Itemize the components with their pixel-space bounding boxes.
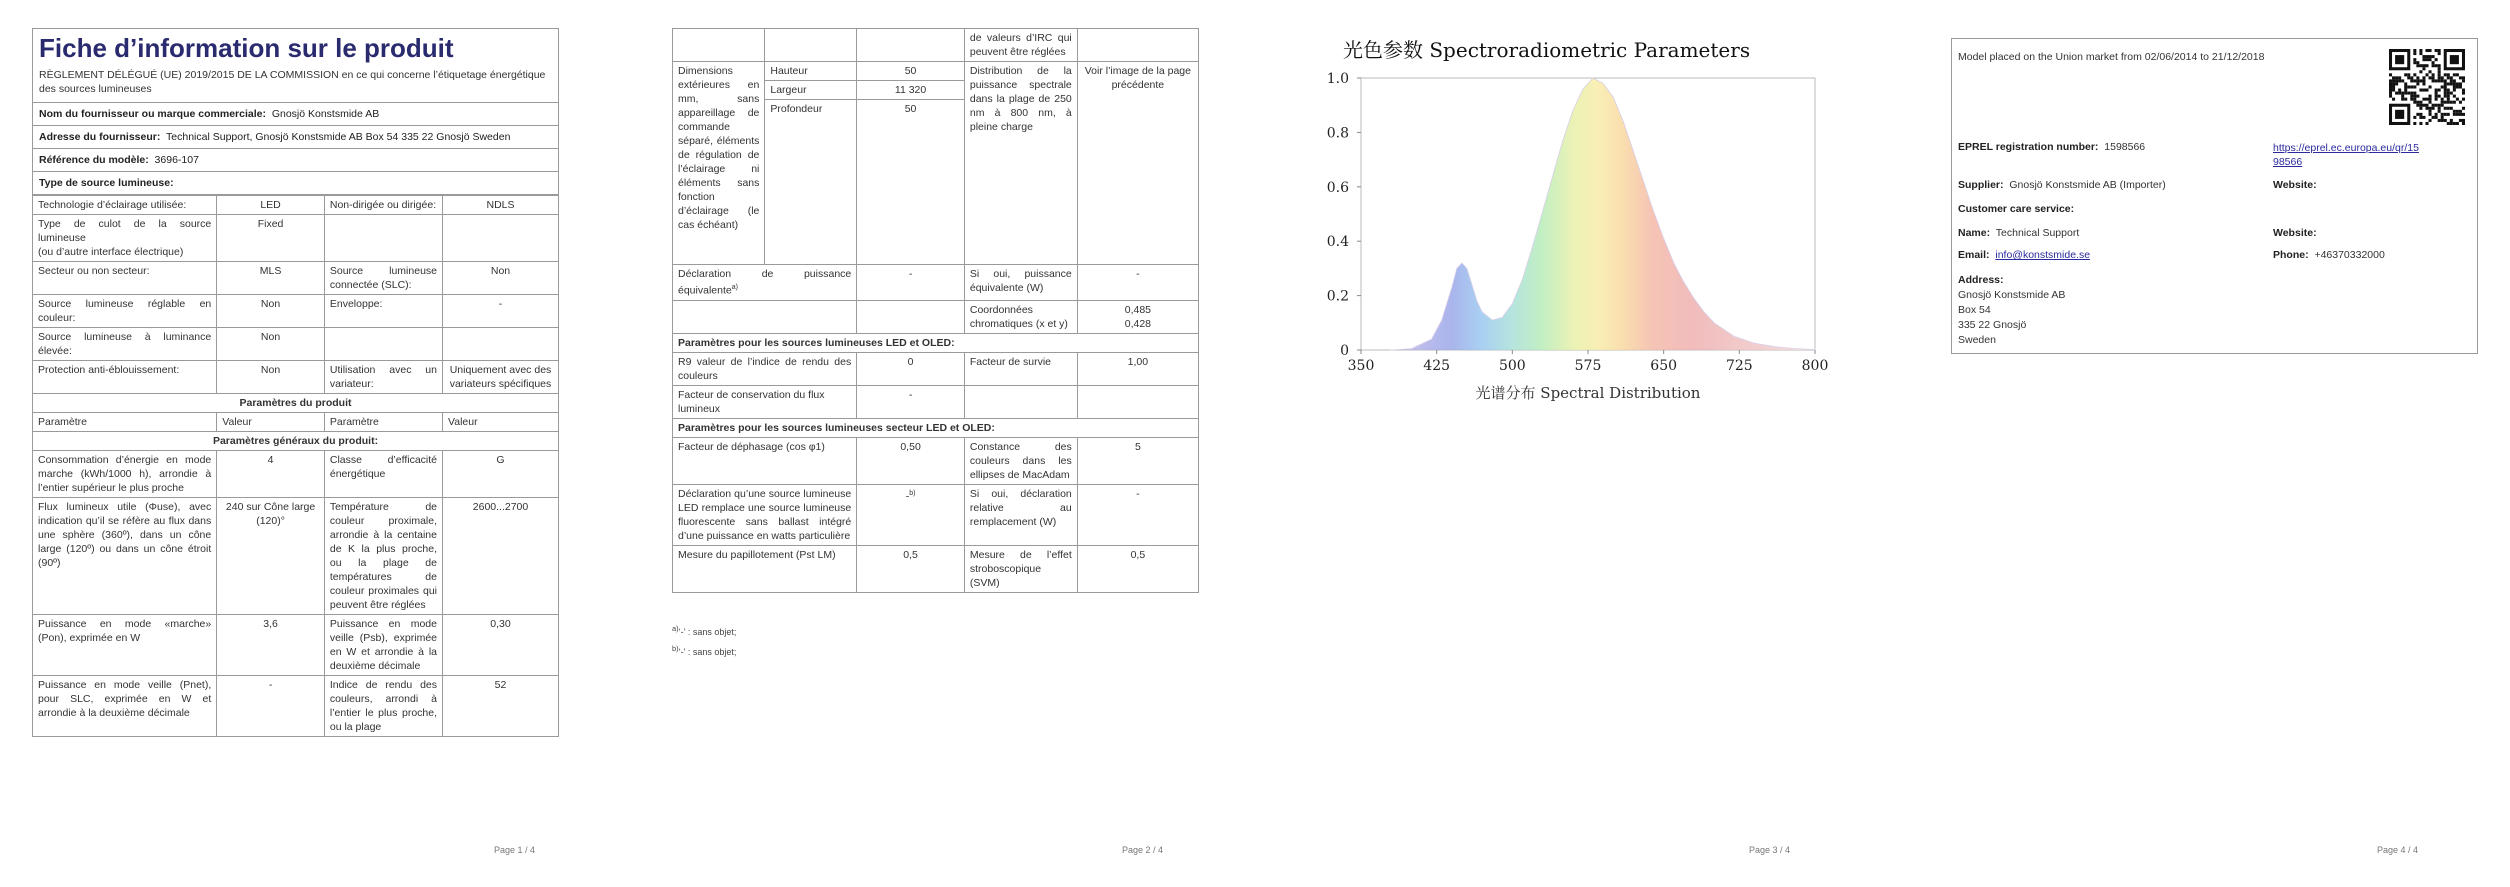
spectrum-point [1814,349,1815,350]
model-value: 3696-107 [154,154,199,166]
param-value: Non [217,295,325,328]
spectrum-point [1653,211,1654,212]
x-tick-label: 575 [1574,358,1602,374]
x-tick-label: 425 [1423,358,1451,374]
svm-value: 0,5 [1077,545,1198,592]
x-tick-label: 500 [1498,358,1526,374]
page-1 [0,0,627,887]
pst-label: Mesure du papillotement (Pst LM) [673,545,857,592]
phase-factor-value: 0,50 [857,437,965,484]
param-value: 4 [217,451,325,498]
param-value: Non [443,262,559,295]
spectrum-point [1603,83,1604,84]
spectrum-point [1774,346,1775,347]
col-header-param: Paramètre [33,413,217,432]
param-label: Type de culot de la source lumineuse (ou d’autre interface électrique) [33,215,217,262]
cri-range-cont: de valeurs d’IRC qui peuvent être réglées [964,29,1077,62]
supplier-value: Gnosjö Konstsmide AB [271,108,380,120]
chroma-value: 0,485 0,428 [1077,300,1198,333]
param-label: Source lumineuse réglable en couleur: [33,295,217,328]
spectrum-point [1532,246,1533,247]
param-label [324,328,442,361]
macadam-value: 5 [1077,437,1198,484]
spectrum-point [1794,348,1795,349]
supplier-label: Nom du fournisseur ou marque commerciale: [39,108,266,120]
param-label: Flux lumineux utile (Φuse), avec indication qu’il se réfère au flux dans une sphère (360º), dans un cône large (120º) ou dans un cône étroit (90º) [33,498,217,615]
x-tick-label: 350 [1347,358,1375,374]
spectrum-point [1552,175,1553,176]
flux-conservation-value: - [857,385,965,418]
spectrum-point [1512,303,1513,304]
survival-label: Facteur de survie [964,352,1077,385]
param-label: Puissance en mode «marche» (Pon), exprimée en W [33,615,217,676]
market-period: Model placed on the Union market from 02/06/2014 to 21/12/2018 [1958,51,2265,63]
dim-value: 50 [857,62,965,81]
pst-value: 0,5 [857,545,965,592]
param-label: Source lumineuse à luminance élevée: [33,328,217,361]
col-header-param: Paramètre [324,413,442,432]
light-source-type-table [33,195,558,737]
dimensions-label: Dimensions extérieures en mm, sans appareillage de commande séparé, éléments de régulation de l’éclairage ni éléments sans fonction d’éclairage (le cas échéant) [673,62,765,265]
r9-value: 0 [857,352,965,385]
regulation-text: RÈGLEMENT DÉLÉGUÉ (UE) 2019/2015 DE LA COMMISSION en ce qui concerne l’étiquetage énergétique des sources lumineuses [33,66,558,103]
phase-factor-label: Facteur de déphasage (cos φ1) [673,437,857,484]
param-value: - [443,295,559,328]
spectrum-point [1734,336,1735,337]
equiv-power-value: - [1077,265,1198,301]
spectrum-point [1431,339,1432,340]
replacement-label: Déclaration qu’une source lumineuse LED remplace une source lumineuse fluorescente sans ballast intégré d’une puissance en watts particulière [673,484,857,545]
spectrum-point [1703,311,1704,312]
param-value: 3,6 [217,615,325,676]
supplier-row [33,103,558,126]
param-label: Source lumineuse connectée (SLC): [324,262,442,295]
param-value: 0,30 [443,615,559,676]
spectrum-point [1391,349,1392,350]
page-number: Page 4 / 4 [2376,845,2418,855]
spectrum-point [1522,279,1523,280]
x-tick-label: 725 [1725,358,1753,374]
spectrum-point [1411,348,1412,349]
table-row [33,498,558,615]
supplier-row: Supplier: Gnosjö Konstsmide AB (Importer) [1958,179,2166,191]
param-value: G [443,451,559,498]
spectral-label: Distribution de la puissance spectrale dans la plage de 250 nm à 800 nm, à pleine charge [964,62,1077,265]
table-row [33,615,558,676]
equiv-value: - [857,265,965,301]
params-table-cont [673,28,1198,593]
care-address: Address: Gnosjö Konstsmide AB Box 54 335 22 Gnosjö Sweden [1958,274,2066,346]
param-label: Consommation d’énergie en mode marche (kWh/1000 h), arrondie à l’entier supérieur le plus proche [33,451,217,498]
spectral-distribution-chart [1315,66,1835,406]
spectrum-point [1461,262,1462,263]
address-label: Adresse du fournisseur: [39,131,161,143]
param-value: 240 sur Cône large (120)° [217,498,325,615]
spectrum-point [1466,268,1467,269]
spectrum-point [1572,110,1573,111]
model-label: Référence du modèle: [39,154,149,166]
spectrum-point [1673,262,1674,263]
table-row [33,676,558,737]
eprel-registration: EPREL registration number: 1598566 [1958,141,2146,153]
spectrum-point [1592,77,1593,78]
param-value: Non [217,361,325,394]
table-row [33,295,558,328]
equiv-label: Déclaration de puissance équivalente$^{a)}$ [673,265,857,301]
param-label: Enveloppe: [324,295,442,328]
param-value: LED [217,196,325,215]
spectrum-point [1663,238,1664,239]
param-value: Uniquement avec des variateurs spécifiques [443,361,559,394]
model-row [33,149,558,172]
page-3 [1255,0,1882,887]
care-phone-row: Phone: +46370332000 [2273,249,2385,261]
customer-care-label: Customer care service: [1958,203,2075,215]
page-number: Page 3 / 4 [1748,845,1790,855]
product-info-sheet-cont [672,28,1199,593]
spectrum-point [1613,96,1614,97]
y-tick-label: 0.2 [1326,288,1349,305]
spectrum-point [1456,268,1457,269]
r9-label: R9 valeur de l’indice de rendu des couleurs [673,352,857,385]
spectrum-point [1451,287,1452,288]
param-label [324,215,442,262]
spectrum-point [1643,181,1644,182]
param-label: Technologie d’éclairage utilisée: [33,196,217,215]
spectrum-point [1441,320,1442,321]
spectrum-point [1502,317,1503,318]
page-number: Page 2 / 4 [1121,845,1163,855]
footnote-a: $^{a)}$‘-’ : sans objet; [672,624,737,637]
address-value: Technical Support, Gnosjö Konstsmide AB Box 54 335 22 Gnosjö Sweden [166,131,511,143]
supplier-website-label: Website: [2273,179,2317,191]
dim-value: 11 320 [857,81,965,100]
x-axis-label: 光谱分布 Spectral Distribution [1475,384,1701,402]
y-tick-label: 0.4 [1326,234,1349,251]
eprel-info-box [1951,38,2478,354]
email-link[interactable]: info@konstsmide.se [1995,249,2091,261]
page-title: Fiche d’information sur le produit [39,33,454,63]
page-2 [628,0,1255,887]
spectrum-point [1714,322,1715,323]
spectrum-point [1683,281,1684,282]
dim-key: Profondeur [765,100,857,265]
table-row [33,196,558,215]
table-row [33,262,558,295]
spectrum-point [1482,311,1483,312]
address-row [33,126,558,149]
replacement-value: -$^{b)}$ [857,484,965,545]
x-tick-label: 800 [1801,358,1829,374]
param-value: Non [217,328,325,361]
param-value: Fixed [217,215,325,262]
spectrum-point [1693,298,1694,299]
table-row [33,451,558,498]
care-email-row: Email: info@konstsmide.se [1958,249,2091,261]
param-value: - [217,676,325,737]
replacement-power-label: Si oui, déclaration relative au remplacement (W) [964,484,1077,545]
table-row [33,361,558,394]
type-header: Type de source lumineuse: [33,172,558,195]
param-label: Température de couleur proximale, arrondie à la centaine de K la plus proche, ou la plage de températures de couleur proximales qui peuvent être réglées [324,498,442,615]
survival-value: 1,00 [1077,352,1198,385]
spectrum-point [1754,343,1755,344]
page-4 [1883,0,2510,887]
led-params-header: Paramètres pour les sources lumineuses LED et OLED: [673,333,1198,352]
footnote-b: $^{b)}$‘-’ : sans objet; [672,644,737,657]
spectrum-area [1391,78,1815,350]
param-value: NDLS [443,196,559,215]
x-tick-label: 650 [1650,358,1678,374]
spectral-value: Voir l’image de la page précédente [1077,62,1198,265]
svm-label: Mesure de l’effet stroboscopique (SVM) [964,545,1077,592]
spectrum-point [1476,300,1477,301]
param-label: Indice de rendu des couleurs, arrondi à l’entier le plus proche, ou la plage [324,676,442,737]
spectrum-point [1633,151,1634,152]
flux-conservation-label: Facteur de conservation du flux lumineux [673,385,857,418]
spectrum-point [1542,211,1543,212]
general-params-header: Paramètres généraux du produit: [33,432,558,451]
param-label: Secteur ou non secteur: [33,262,217,295]
y-tick-label: 1.0 [1326,71,1349,87]
qr-code-icon [2389,49,2465,125]
params-header: Paramètres du produit [33,394,558,413]
y-tick-label: 0.6 [1326,179,1349,196]
table-row [33,328,558,361]
param-label: Puissance en mode veille (Psb), exprimée en W et arrondie à la deuxième décimale [324,615,442,676]
param-label: Non-dirigée ou dirigée: [324,196,442,215]
col-header-value: Valeur [217,413,325,432]
footnotes [672,624,736,664]
mains-led-params-header: Paramètres pour les sources lumineuses secteur LED et OLED: [673,418,1198,437]
param-label: Classe d’efficacité énergétique [324,451,442,498]
spectrum-point [1582,88,1583,89]
replacement-power-value: - [1077,484,1198,545]
chart-title: 光色参数 Spectroradiometric Parameters [1343,38,1751,62]
y-tick-label: 0.8 [1326,125,1349,142]
spectrum-point [1562,140,1563,141]
y-tick-label: 0 [1340,343,1349,359]
param-label: Puissance en mode veille (Pnet), pour SLC, exprimée en W et arrondie à la deuxième décimale [33,676,217,737]
spectrum-point [1471,284,1472,285]
param-value [443,215,559,262]
dim-value: 50 [857,100,965,265]
dim-key: Largeur [765,81,857,100]
spectrum-point [1623,121,1624,122]
macadam-label: Constance des couleurs dans les ellipses de MacAdam [964,437,1077,484]
param-label: Utilisation avec un variateur: [324,361,442,394]
param-value: 2600...2700 [443,498,559,615]
table-row [33,215,558,262]
dim-key: Hauteur [765,62,857,81]
col-header-value: Valeur [443,413,559,432]
eprel-link[interactable]: https://eprel.ec.europa.eu/qr/15 98566 [2273,142,2419,168]
equiv-power-label: Si oui, puissance équivalente (W) [964,265,1077,301]
param-value [443,328,559,361]
care-website-label: Website: [2273,227,2317,239]
param-value: 52 [443,676,559,737]
chroma-label: Coordonnées chromatiques (x et y) [964,300,1077,333]
product-info-sheet [32,28,559,737]
care-name-row: Name: Technical Support [1958,227,2080,239]
param-value: MLS [217,262,325,295]
param-label: Protection anti-éblouissement: [33,361,217,394]
page-number: Page 1 / 4 [493,845,535,855]
spectrum-point [1492,320,1493,321]
